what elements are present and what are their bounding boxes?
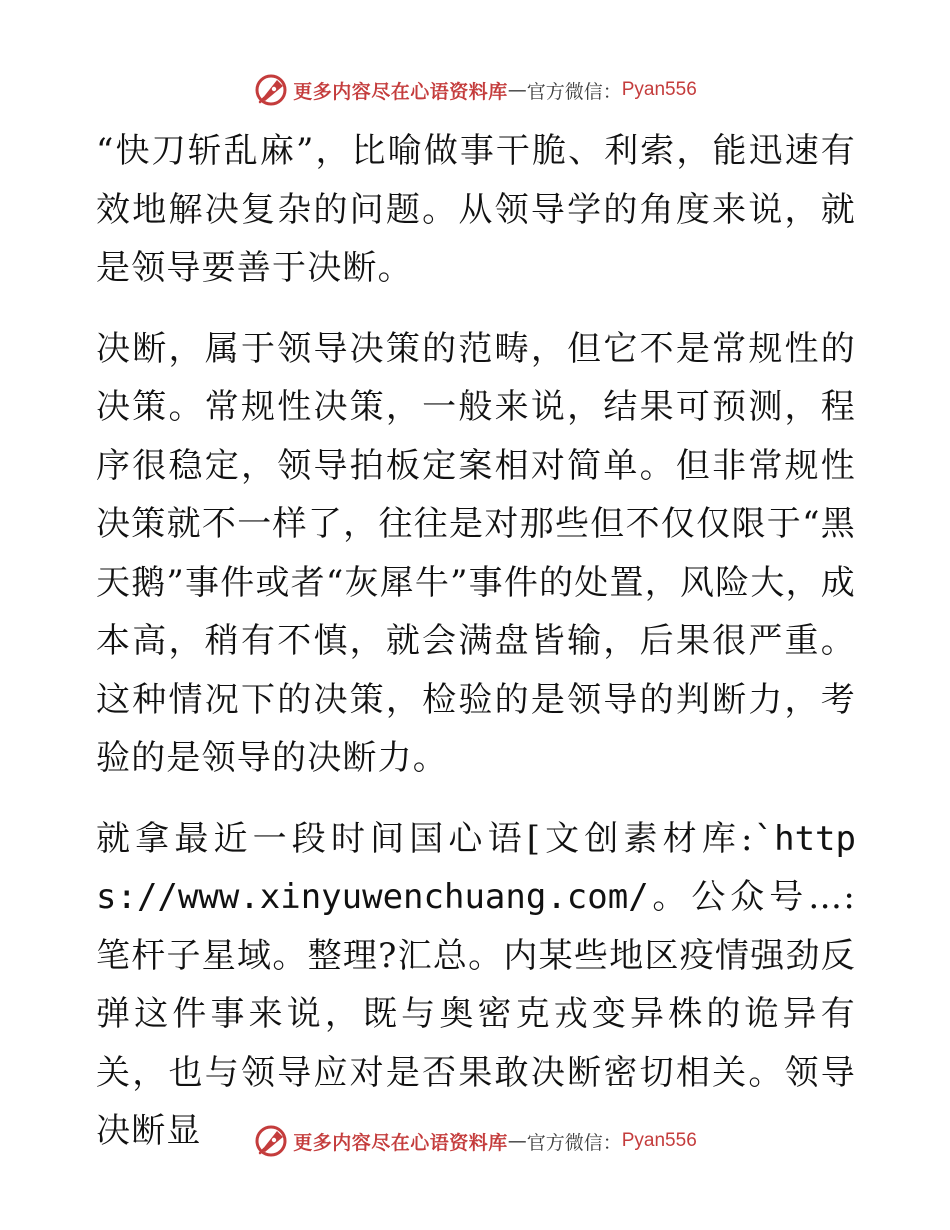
pen-nib-circle-icon: [253, 1123, 289, 1159]
paragraph-1-text: “快刀斩乱麻”，比喻做事干脆、利索，能迅速有效地解决复杂的问题。从领导学的角度来说，就是领导要善于决断。: [96, 131, 856, 288]
paragraph-3-url: `https://www.xinyuwenchuang.com/: [96, 818, 856, 917]
pen-nib-circle-icon: [253, 72, 289, 108]
paragraph-2-text: 决断，属于领导决策的范畴，但它不是常规性的决策。常规性决策，一般来说，结果可预测，程序很稳定，领导拍板定案相对简单。但非常规性决策就不一样了，往往是对那些但不仅仅限于“黑天鹅”事件或者“灰犀牛”事件的处置，风险大，成本高，稍有不慎，就会满盘皆输，后果很严重。这种情况下的决策，检验的是领导的判断力，考验的是领导的决断力。: [96, 328, 856, 778]
header-separator: —: [507, 79, 527, 101]
footer-brand-text: 更多内容尽在心语资料库: [293, 1131, 508, 1154]
paragraph-2: [96, 320, 856, 788]
footer-wechat-label: 官方微信：: [526, 1131, 622, 1154]
header-banner: [0, 72, 950, 108]
footer-wechat-id: Pyan556: [621, 1130, 697, 1151]
footer-banner: [0, 1123, 950, 1159]
header-brand-text: 更多内容尽在心语资料库: [293, 80, 508, 103]
paragraph-3-text-after: 。公众号…:笔杆子星域。整理?汇总。内某些地区疫情强劲反弹这件事来说，既与奥密克戎变异株的诡异有关，也与领导应对是否果敢决断密切相关。领导决断显: [96, 877, 856, 1151]
header-wechat-id: Pyan556: [621, 79, 697, 100]
footer-separator: —: [507, 1130, 527, 1152]
document-body: [96, 122, 856, 1183]
header-wechat-label: 官方微信：: [526, 80, 622, 103]
paragraph-3: [96, 810, 856, 1161]
paragraph-3-text-before: 就拿最近一段时间国心语[文创素材库:: [96, 818, 754, 859]
paragraph-1: [96, 122, 856, 298]
